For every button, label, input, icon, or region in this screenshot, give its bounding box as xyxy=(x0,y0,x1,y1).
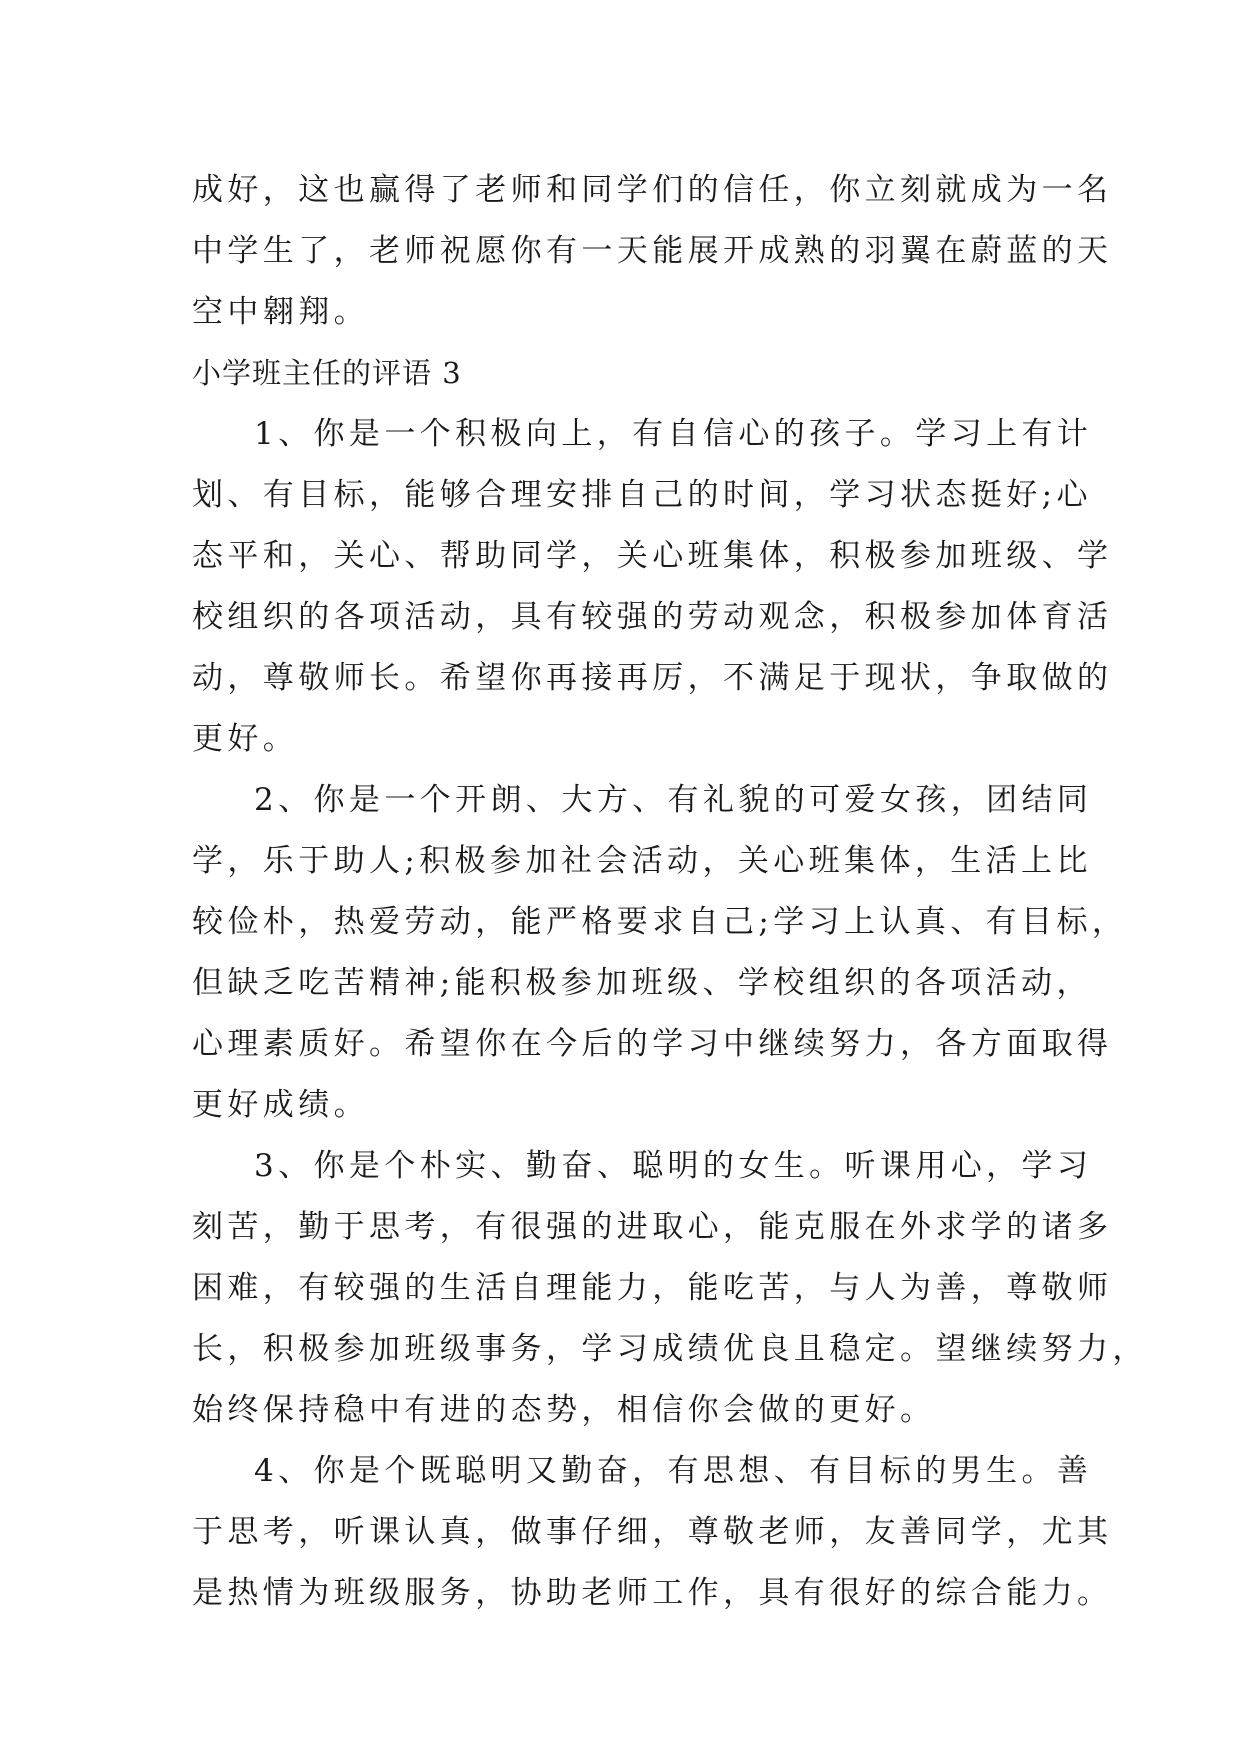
document-body xyxy=(192,160,1148,1624)
text-line: 1、你是一个积极向上，有自信心的孩子。学习上有计 xyxy=(254,416,1093,452)
paragraph-4 xyxy=(192,1441,1113,1624)
text-line: 心理素质好。希望你在今后的学习中继续努力，各方面取得 xyxy=(192,1026,1113,1062)
text-line: 成好，这也赢得了老师和同学们的信任，你立刻就成为一名 xyxy=(192,172,1113,208)
text-line: 态平和，关心、帮助同学，关心班集体，积极参加班级、学 xyxy=(192,538,1113,574)
paragraph-3 xyxy=(192,1136,1148,1441)
section-title: 小学班主任的评语 3 xyxy=(192,356,462,390)
text-line: 动，尊敬师长。希望你再接再厉，不满足于现状，争取做的 xyxy=(192,660,1113,696)
text-line: 校组织的各项活动，具有较强的劳动观念，积极参加体育活 xyxy=(192,599,1113,635)
text-line: 中学生了，老师祝愿你有一天能展开成熟的羽翼在蔚蓝的天 xyxy=(192,233,1113,269)
text-line: 始终保持稳中有进的态势，相信你会做的更好。 xyxy=(192,1392,936,1428)
text-line: 于思考，听课认真，做事仔细，尊敬老师，友善同学，尤其 xyxy=(192,1514,1113,1550)
text-line: 长，积极参加班级事务，学习成绩优良且稳定。望继续努力， xyxy=(192,1331,1148,1367)
text-line: 划、有目标，能够合理安排自己的时间，学习状态挺好;心 xyxy=(192,477,1092,513)
text-line: 2、你是一个开朗、大方、有礼貌的可爱女孩，团结同 xyxy=(254,782,1093,818)
text-line: 3、你是个朴实、勤奋、聪明的女生。听课用心，学习 xyxy=(254,1148,1093,1184)
paragraph-1 xyxy=(192,404,1113,770)
text-line: 学，乐于助人;积极参加社会活动，关心班集体，生活上比 xyxy=(192,843,1092,879)
text-line: 4、你是个既聪明又勤奋，有思想、有目标的男生。善 xyxy=(254,1453,1093,1489)
text-line: 但缺乏吃苦精神;能积极参加班级、学校组织的各项活动， xyxy=(192,965,1092,1001)
text-line: 更好成绩。 xyxy=(192,1087,369,1123)
text-line: 空中翱翔。 xyxy=(192,294,369,330)
text-line: 困难，有较强的生活自理能力，能吃苦，与人为善，尊敬师 xyxy=(192,1270,1113,1306)
text-line: 更好。 xyxy=(192,721,299,757)
intro-paragraph xyxy=(192,160,1113,343)
text-line: 较俭朴，热爱劳动，能严格要求自己;学习上认真、有目标， xyxy=(192,904,1128,940)
paragraph-2 xyxy=(192,770,1128,1136)
text-line: 是热情为班级服务，协助老师工作，具有很好的综合能力。 xyxy=(192,1575,1113,1611)
text-line: 刻苦，勤于思考，有很强的进取心，能克服在外求学的诸多 xyxy=(192,1209,1113,1245)
